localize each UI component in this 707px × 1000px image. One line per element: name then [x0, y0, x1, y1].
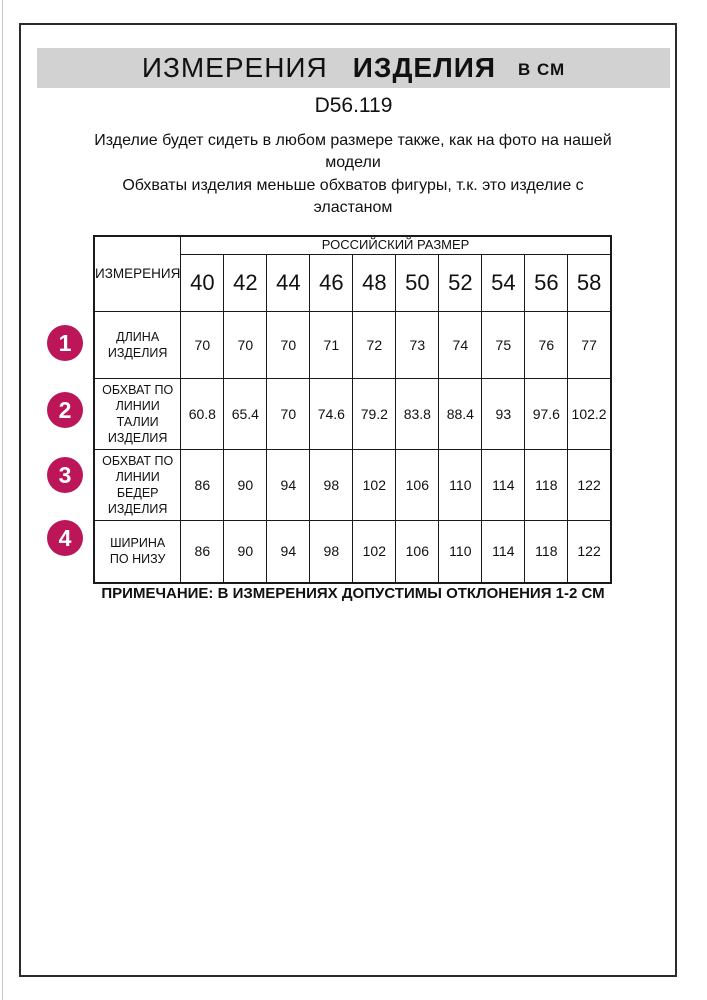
size-col-header: 44: [267, 254, 310, 311]
measurement-label: ШИРИНА ПО НИЗУ: [94, 520, 181, 583]
measurement-value: 86: [181, 520, 224, 583]
elastane-note-line-2: эластаном: [313, 199, 393, 216]
row-number-badge-1: 1: [47, 325, 83, 361]
measurement-value: 98: [310, 449, 353, 520]
left-edge-line: [2, 0, 3, 1000]
measurement-value: 77: [568, 311, 611, 378]
size-col-header: 40: [181, 254, 224, 311]
measurement-value: 76: [525, 311, 568, 378]
size-col-header: 56: [525, 254, 568, 311]
measurement-value: 114: [482, 520, 525, 583]
measurement-value: 102: [353, 449, 396, 520]
measurement-value: 65.4: [224, 378, 267, 449]
row-number-badge-4: 4: [47, 520, 83, 556]
measurement-value: 72: [353, 311, 396, 378]
elastane-note-paragraph: [83, 175, 623, 219]
measurement-value: 88.4: [439, 378, 482, 449]
size-col-header: 46: [310, 254, 353, 311]
measurement-value: 90: [224, 520, 267, 583]
measurement-value: 70: [224, 311, 267, 378]
corner-header: ИЗМЕРЕНИЯ: [94, 236, 181, 311]
measurement-value: 86: [181, 449, 224, 520]
measurement-value: 106: [396, 449, 439, 520]
fit-note-paragraph: [83, 130, 623, 174]
table-row-hips: [94, 449, 611, 520]
page-title-bold: ИЗДЕЛИЯ: [352, 52, 496, 83]
measurement-value: 70: [181, 311, 224, 378]
measurement-value: 118: [525, 520, 568, 583]
measurement-value: 73: [396, 311, 439, 378]
table-row-length: [94, 311, 611, 378]
measurement-value: 114: [482, 449, 525, 520]
measurement-value: 75: [482, 311, 525, 378]
measurement-value: 74.6: [310, 378, 353, 449]
measurement-value: 79.2: [353, 378, 396, 449]
measurement-value: 60.8: [181, 378, 224, 449]
fit-note-line-2: модели: [325, 154, 381, 171]
measurement-value: 94: [267, 449, 310, 520]
title-bar: [37, 48, 670, 88]
measurement-value: 102.2: [568, 378, 611, 449]
page-title-unit: В СМ: [517, 60, 566, 79]
size-col-header: 48: [353, 254, 396, 311]
fit-note-line-1: Изделие будет сидеть в любом размере также, как на фото на нашей: [94, 132, 612, 149]
measurement-value: 98: [310, 520, 353, 583]
row-number-badge-2: 2: [47, 392, 83, 428]
measurement-value: 70: [267, 378, 310, 449]
article-number: D56.119: [314, 94, 393, 117]
group-header: РОССИЙСКИЙ РАЗМЕР: [181, 236, 611, 254]
size-table: [93, 235, 612, 584]
measurement-value: 93: [482, 378, 525, 449]
measurement-label: ОБХВАТ ПО ЛИНИИ БЕДЕР ИЗДЕЛИЯ: [94, 449, 181, 520]
measurement-value: 94: [267, 520, 310, 583]
size-col-header: 54: [482, 254, 525, 311]
table-row-bottom-width: [94, 520, 611, 583]
elastane-note-line-1: Обхваты изделия меньше обхватов фигуры, т.к. это изделие с: [122, 177, 584, 194]
size-col-header: 50: [396, 254, 439, 311]
measurement-value: 90: [224, 449, 267, 520]
size-col-header: 42: [224, 254, 267, 311]
measurement-value: 106: [396, 520, 439, 583]
measurement-value: 83.8: [396, 378, 439, 449]
page-title-main: ИЗМЕРЕНИЯ: [141, 52, 328, 83]
row-number-badge-3: 3: [47, 457, 83, 493]
measurement-value: 122: [568, 520, 611, 583]
measurement-value: 118: [525, 449, 568, 520]
table-row-waist: [94, 378, 611, 449]
measurement-value: 102: [353, 520, 396, 583]
measurement-label: ДЛИНА ИЗДЕЛИЯ: [94, 311, 181, 378]
measurement-value: 97.6: [525, 378, 568, 449]
measurement-value: 110: [439, 520, 482, 583]
size-col-header: 52: [439, 254, 482, 311]
measurement-value: 122: [568, 449, 611, 520]
measurement-value: 110: [439, 449, 482, 520]
measurement-label: ОБХВАТ ПО ЛИНИИ ТАЛИИ ИЗДЕЛИЯ: [94, 378, 181, 449]
tolerance-note: ПРИМЕЧАНИЕ: В ИЗМЕРЕНИЯХ ДОПУСТИМЫ ОТКЛОНЕНИЯ 1-2 СМ: [101, 585, 605, 602]
measurement-value: 70: [267, 311, 310, 378]
size-col-header: 58: [568, 254, 611, 311]
measurement-value: 74: [439, 311, 482, 378]
measurement-value: 71: [310, 311, 353, 378]
